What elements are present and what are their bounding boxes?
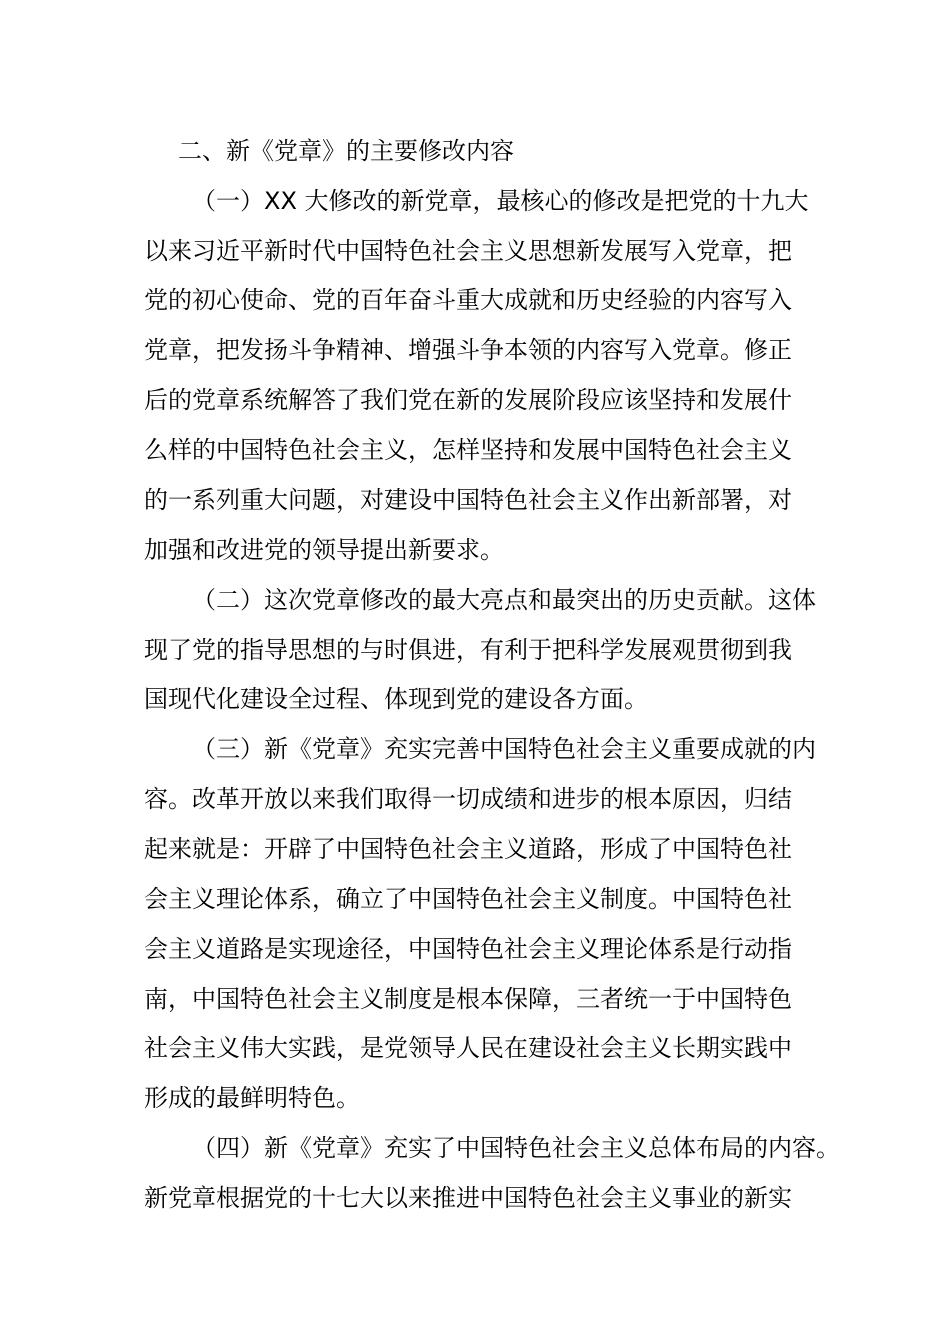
paragraph-1-line-6: 么样的中国特色社会主义，怎样坚持和发展中国特色社会主义 [144, 436, 792, 464]
paragraph-3-line-8: 形成的最鲜明特色。 [144, 1084, 360, 1112]
paragraph-3-line-2: 容。改革开放以来我们取得一切成绩和进步的根本原因，归结 [144, 785, 792, 813]
paragraph-1-line-3: 党的初心使命、党的百年奋斗重大成就和历史经验的内容写入 [144, 286, 792, 314]
paragraph-3-line-7: 社会主义伟大实践，是党领导人民在建设社会主义长期实践中 [144, 1034, 792, 1062]
paragraph-1-line-8: 加强和改进党的领导提出新要求。 [144, 536, 504, 564]
paragraph-1-line-4: 党章，把发扬斗争精神、增强斗争本领的内容写入党章。修正 [144, 336, 792, 364]
paragraph-3-line-1: （三）新《党章》充实完善中国特色社会主义重要成就的内 [192, 735, 816, 763]
paragraph-1-line-2: 以来习近平新时代中国特色社会主义思想新发展写入党章，把 [144, 237, 792, 265]
paragraph-4-line-2: 新党章根据党的十七大以来推进中国特色社会主义事业的新实 [144, 1184, 792, 1212]
paragraph-3-line-3: 起来就是：开辟了中国特色社会主义道路，形成了中国特色社 [144, 835, 792, 863]
section-heading: 二、新《党章》的主要修改内容 [178, 137, 514, 165]
paragraph-1-line-7: 的一系列重大问题，对建设中国特色社会主义作出新部署，对 [144, 486, 792, 514]
paragraph-1-line-5: 后的党章系统解答了我们党在新的发展阶段应该坚持和发展什 [144, 386, 792, 414]
paragraph-3-line-5: 会主义道路是实现途径，中国特色社会主义理论体系是行动指 [144, 935, 792, 963]
paragraph-3-line-4: 会主义理论体系，确立了中国特色社会主义制度。中国特色社 [144, 885, 792, 913]
paragraph-4-line-1: （四）新《党章》充实了中国特色社会主义总体布局的内容。 [192, 1134, 840, 1162]
paragraph-2-line-2: 现了党的指导思想的与时俱进，有利于把科学发展观贯彻到我 [144, 636, 792, 664]
paragraph-1-line-1: （一）XX 大修改的新党章，最核心的修改是把党的十九大 [192, 187, 809, 215]
paragraph-2-line-1: （二）这次党章修改的最大亮点和最突出的历史贡献。这体 [192, 586, 816, 614]
paragraph-3-line-6: 南，中国特色社会主义制度是根本保障，三者统一于中国特色 [144, 985, 792, 1013]
paragraph-2-line-3: 国现代化建设全过程、体现到党的建设各方面。 [144, 685, 648, 713]
